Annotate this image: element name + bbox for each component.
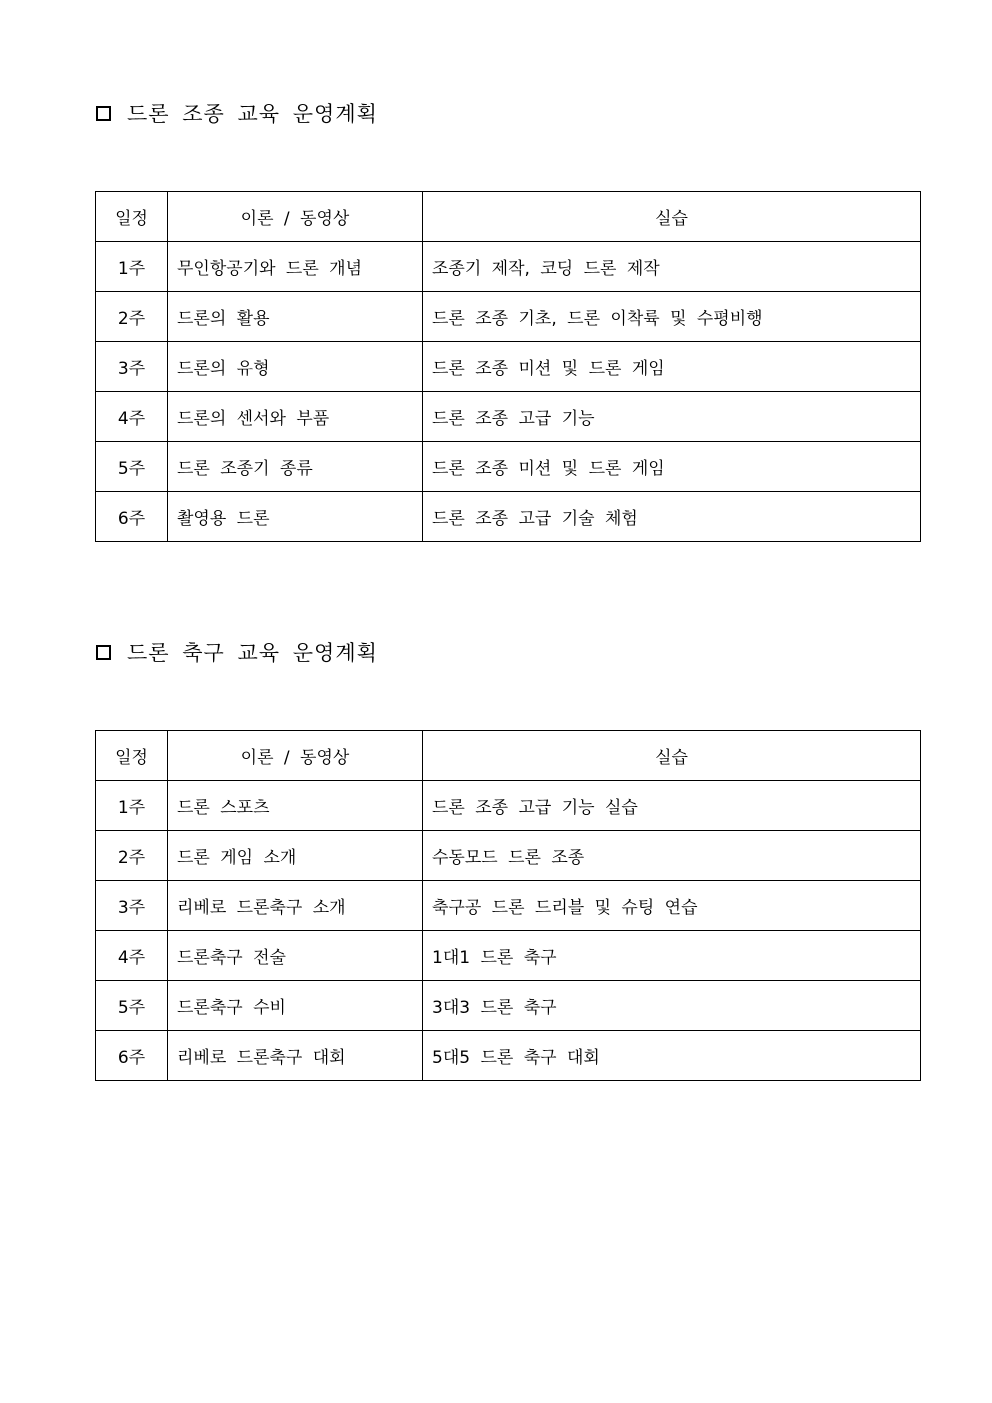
header-schedule: 일정 [96, 731, 168, 781]
header-theory: 이론 / 동영상 [168, 731, 423, 781]
week-cell: 4주 [96, 392, 168, 442]
header-practice: 실습 [423, 731, 921, 781]
piloting-plan-table [95, 191, 921, 542]
practice-cell: 드론 조종 미션 및 드론 게임 [423, 442, 921, 492]
practice-cell: 조종기 제작, 코딩 드론 제작 [423, 242, 921, 292]
table-row [96, 781, 921, 831]
practice-cell: 드론 조종 미션 및 드론 게임 [423, 342, 921, 392]
theory-cell: 리베로 드론축구 소개 [168, 881, 423, 931]
theory-cell: 드론축구 전술 [168, 931, 423, 981]
table-row [96, 342, 921, 392]
table-header-row [96, 731, 921, 781]
practice-cell: 드론 조종 고급 기술 체험 [423, 492, 921, 542]
theory-cell: 드론 스포츠 [168, 781, 423, 831]
header-theory: 이론 / 동영상 [168, 192, 423, 242]
practice-cell: 드론 조종 고급 기능 실습 [423, 781, 921, 831]
section-title-piloting [96, 97, 378, 129]
theory-cell: 드론의 센서와 부품 [168, 392, 423, 442]
theory-cell: 드론 조종기 종류 [168, 442, 423, 492]
section-title-soccer [96, 636, 378, 668]
checkbox-icon [96, 645, 111, 660]
week-cell: 6주 [96, 1031, 168, 1081]
table-header-row [96, 192, 921, 242]
soccer-plan-table [95, 730, 921, 1081]
practice-cell: 3대3 드론 축구 [423, 981, 921, 1031]
practice-cell: 드론 조종 기초, 드론 이착륙 및 수평비행 [423, 292, 921, 342]
week-cell: 3주 [96, 881, 168, 931]
table-row [96, 392, 921, 442]
week-cell: 2주 [96, 292, 168, 342]
practice-cell: 수동모드 드론 조종 [423, 831, 921, 881]
checkbox-icon [96, 106, 111, 121]
theory-cell: 무인항공기와 드론 개념 [168, 242, 423, 292]
week-cell: 6주 [96, 492, 168, 542]
table-row [96, 292, 921, 342]
table-row [96, 442, 921, 492]
table-row [96, 492, 921, 542]
week-cell: 3주 [96, 342, 168, 392]
header-practice: 실습 [423, 192, 921, 242]
header-schedule: 일정 [96, 192, 168, 242]
theory-cell: 촬영용 드론 [168, 492, 423, 542]
theory-cell: 리베로 드론축구 대회 [168, 1031, 423, 1081]
table-row [96, 831, 921, 881]
week-cell: 4주 [96, 931, 168, 981]
table-row [96, 1031, 921, 1081]
theory-cell: 드론의 유형 [168, 342, 423, 392]
practice-cell: 1대1 드론 축구 [423, 931, 921, 981]
week-cell: 5주 [96, 442, 168, 492]
week-cell: 1주 [96, 242, 168, 292]
table-row [96, 931, 921, 981]
table-row [96, 981, 921, 1031]
section-title-text: 드론 축구 교육 운영계획 [127, 641, 378, 665]
week-cell: 1주 [96, 781, 168, 831]
theory-cell: 드론의 활용 [168, 292, 423, 342]
table-row [96, 242, 921, 292]
practice-cell: 5대5 드론 축구 대회 [423, 1031, 921, 1081]
practice-cell: 드론 조종 고급 기능 [423, 392, 921, 442]
table-row [96, 881, 921, 931]
section-title-text: 드론 조종 교육 운영계획 [127, 102, 378, 126]
week-cell: 2주 [96, 831, 168, 881]
week-cell: 5주 [96, 981, 168, 1031]
practice-cell: 축구공 드론 드리블 및 슈팅 연습 [423, 881, 921, 931]
theory-cell: 드론 게임 소개 [168, 831, 423, 881]
theory-cell: 드론축구 수비 [168, 981, 423, 1031]
